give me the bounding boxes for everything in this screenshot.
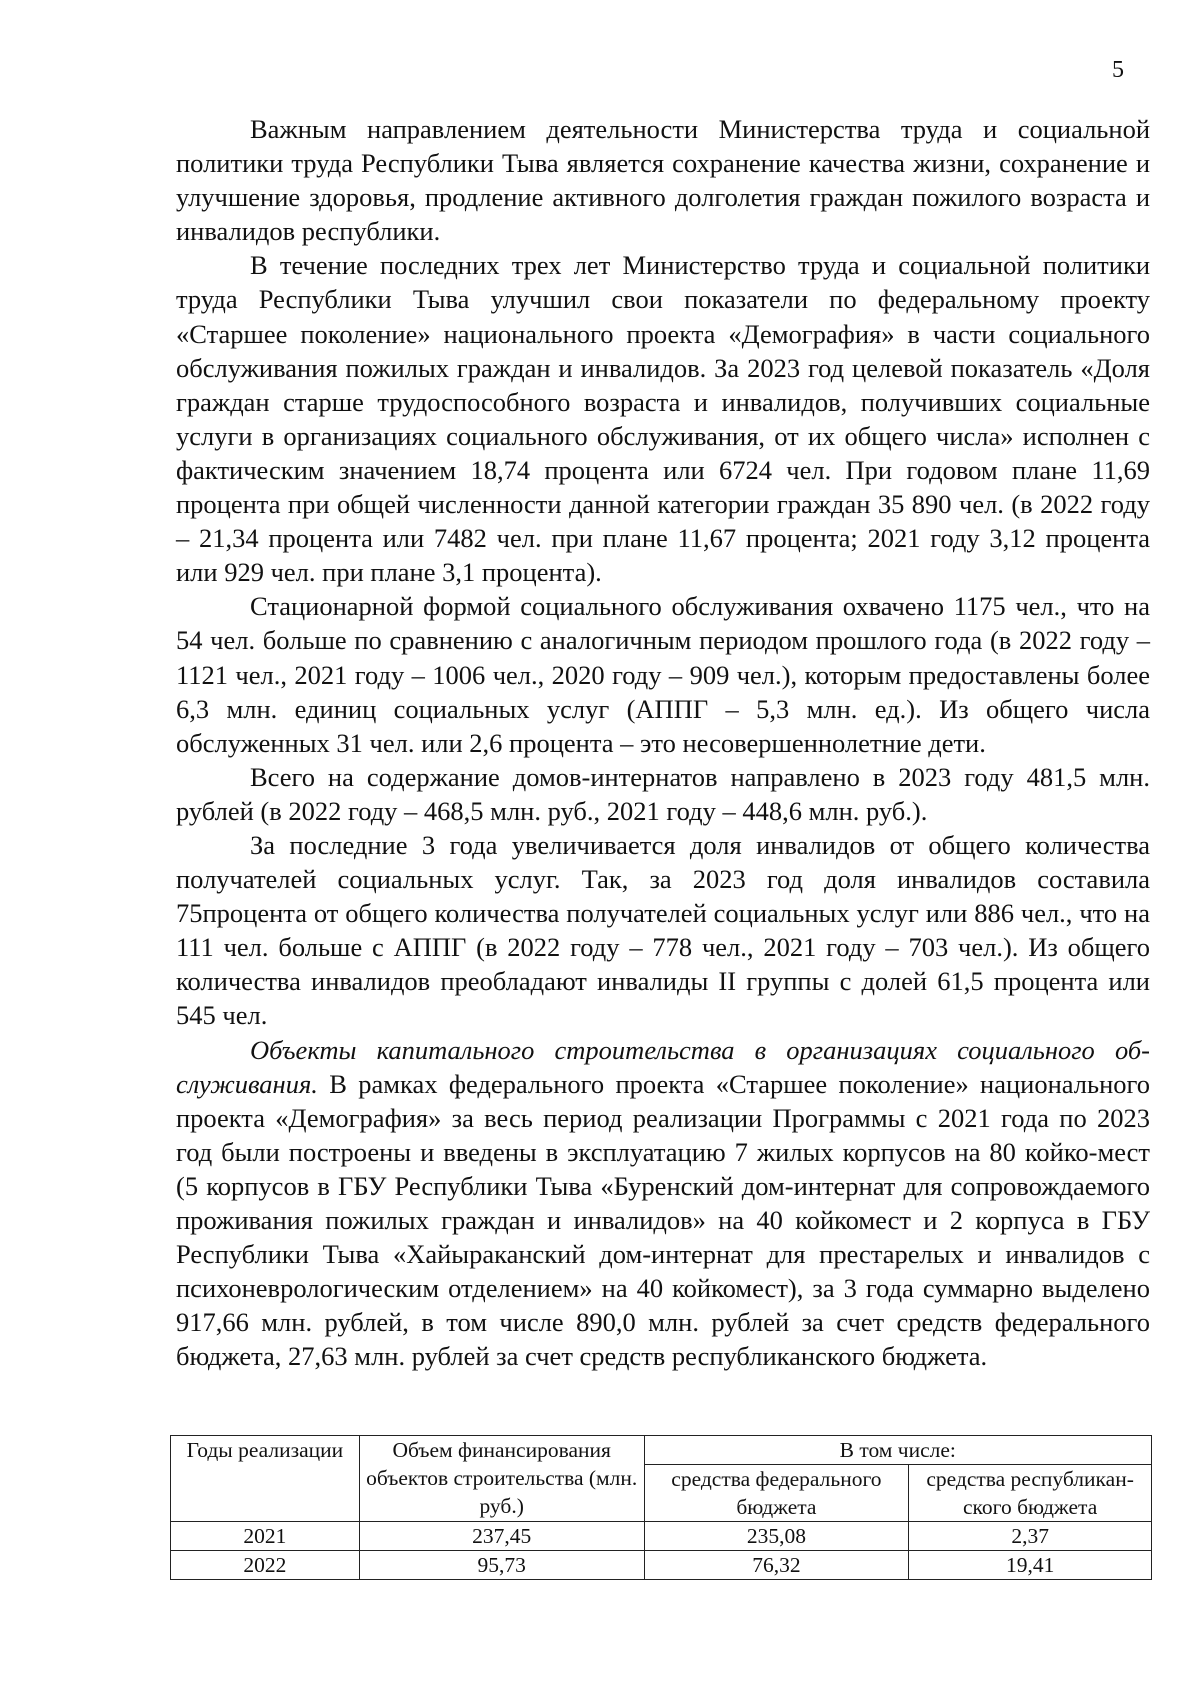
paragraph: За последние 3 года увеличивается доля инвалидов от общего количества получателей социальных услуг. Так, за 2023 год доля инвалидов составила 75процента от общего количества получателей социальных услуг или 886 чел., что на 111 чел. больше с АППГ (в 2022 году – 778 чел., 2021 году – 703 чел.). Из общего количества инвалидов преобладают инвалиды II группы с долей 61,5 процента или 545 чел. <box>176 829 1150 1031</box>
cell-federal: 76,32 <box>644 1551 909 1580</box>
table-row <box>171 1522 1152 1551</box>
page-number: 5 <box>1112 57 1124 83</box>
header-including: В том числе: <box>644 1436 1151 1465</box>
cell-total: 95,73 <box>359 1551 644 1580</box>
paragraph <box>176 1033 1150 1374</box>
body-text <box>176 112 1150 1373</box>
header-years: Годы реализации <box>171 1436 360 1522</box>
cell-federal: 235,08 <box>644 1522 909 1551</box>
header-regional: средства республиканского бюджета <box>909 1465 1152 1522</box>
paragraph: Стационарной формой социального обслуживания охвачено 1175 чел., что на 54 чел. больше по сравнению с аналогичным периодом прошлого года (в 2022 году – 1121 чел., 2021 году – 1006 чел., 2020 году – 909 чел.), которым предоставлены более 6,3 млн. единиц социальных услуг (АППГ – 5,3 млн. ед.). Из общего числа обслуженных 31 чел. или 2,6 процента – это несовершеннолетние дети. <box>176 591 1150 758</box>
paragraph: Всего на содержание домов-интернатов направлено в 2023 году 481,5 млн. рублей (в 2022 году – 468,5 млн. руб., 2021 году – 448,6 млн. руб.). <box>176 761 1150 826</box>
paragraph: В течение последних трех лет Министерство труда и социальной политики труда Республики Тыва улучшил свои показатели по федеральному проекту «Старшее поколение» национального проекта «Демография» в части социального обслуживания пожилых граждан и инвалидов. За 2023 год целевой показатель «Доля граждан старше трудоспособного возраста и инвалидов, получивших социальные услуги в организациях социального обслуживания, от их общего числа» исполнен с фактическим значением 18,74 процента или 6724 чел. При годовом плане 11,69 процента при общей численности данной категории граждан 35 890 чел. (в 2022 году – 21,34 процента или 7482 чел. при плане 11,67 процента; 2021 году 3,12 процента или 929 чел. при плане 3,1 процента). <box>176 250 1150 588</box>
cell-regional: 2,37 <box>909 1522 1152 1551</box>
cell-year: 2021 <box>171 1522 360 1551</box>
cell-total: 237,45 <box>359 1522 644 1551</box>
table-row <box>171 1551 1152 1580</box>
header-federal: средства федерального бюджета <box>644 1465 909 1522</box>
cell-regional: 19,41 <box>909 1551 1152 1580</box>
cell-year: 2022 <box>171 1551 360 1580</box>
paragraph-text: В рамках федерального проекта «Старшее поколение» национального проекта «Демография» за весь период реализации Программы с 2021 года по 2023 год были построены и введены в эксплуатацию 7 жилых корпусов на 80 койко-мест (5 корпусов в ГБУ Республики Тыва «Буренский дом-интернат для сопровождаемого проживания пожилых граждан и инвалидов» на 40 койкомест и 2 корпуса в ГБУ Республики Тыва «Хайыраканский дом-интернат для престарелых и инвалидов с психоневрологическим отделением» на 40 койкомест), за 3 года суммарно выделено 917,66 млн. рублей, в том числе 890,0 млн. рублей за счет средств федерального бюджета, 27,63 млн. рублей за счет средств республиканского бюджета. <box>176 1068 1150 1372</box>
financing-table <box>170 1435 1152 1580</box>
header-total: Объем финансирования объектов строительства (млн. руб.) <box>359 1436 644 1522</box>
paragraph: Важным направлением деятельности Министерства труда и социальной политики труда Республики Тыва является сохранение качества жизни, сохранение и улучшение здоровья, продление активного долголетия граждан пожилого возраста и инвалидов республики. <box>176 114 1150 247</box>
paragraph-italic-lead: Объекты капитального строительства в организациях социального обслуживания. <box>176 1034 1150 1099</box>
